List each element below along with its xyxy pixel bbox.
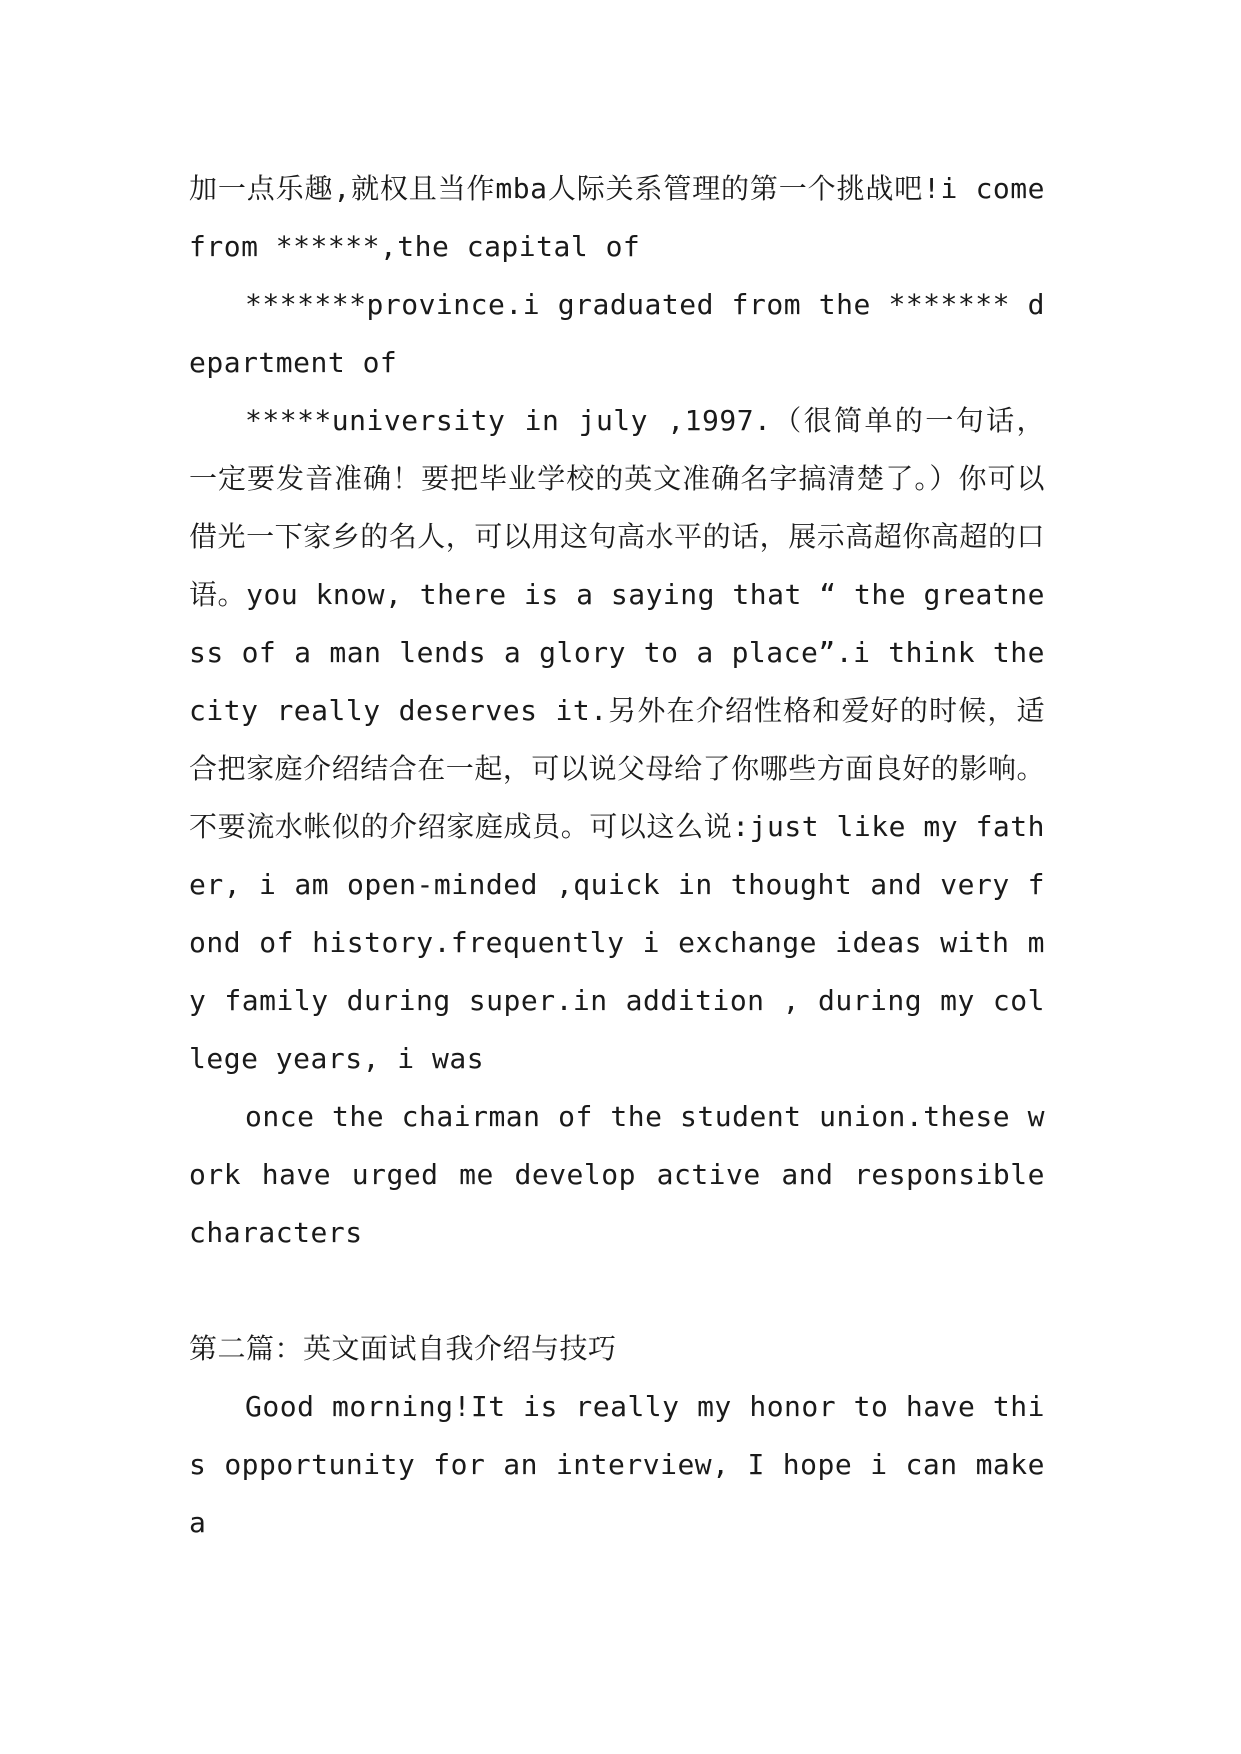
paragraph-5: Good morning!It is really my honor to have this opportunity for an interview, I hope i can make a xyxy=(189,1390,1045,1539)
paragraph-3: *****university in july ,1997.（很简单的一句话，一定要发音准确！要把毕业学校的英文准确名字搞清楚了。）你可以借光一下家乡的名人，可以用这句高水平的话，展示高超你高超的口语。you know, there is a saying that “ the greatness of a man lends a glory to a place”.i think the city really deserves it.另外在介绍性格和爱好的时候，适合把家庭介绍结合在一起，可以说父母给了你哪些方面良好的影响。不要流水帐似的介绍家庭成员。可以这么说:just like my father, i am open-minded ,quick in thought and very fond of history.frequently i exchange ideas with my family during super.in addition , during my college years, i was xyxy=(189,404,1045,1075)
document-body xyxy=(189,160,1045,1552)
paragraph-1: 加一点乐趣,就权且当作mba人际关系管理的第一个挑战吧!i come from ******,the capital of xyxy=(189,172,1045,263)
blank-line xyxy=(189,1262,1045,1320)
paragraph-2: *******province.i graduated from the ******* department of xyxy=(189,288,1045,379)
section-heading: 第二篇：英文面试自我介绍与技巧 xyxy=(189,1332,617,1365)
paragraph-4: once the chairman of the student union.these work have urged me develop active and responsible characters xyxy=(189,1100,1045,1249)
